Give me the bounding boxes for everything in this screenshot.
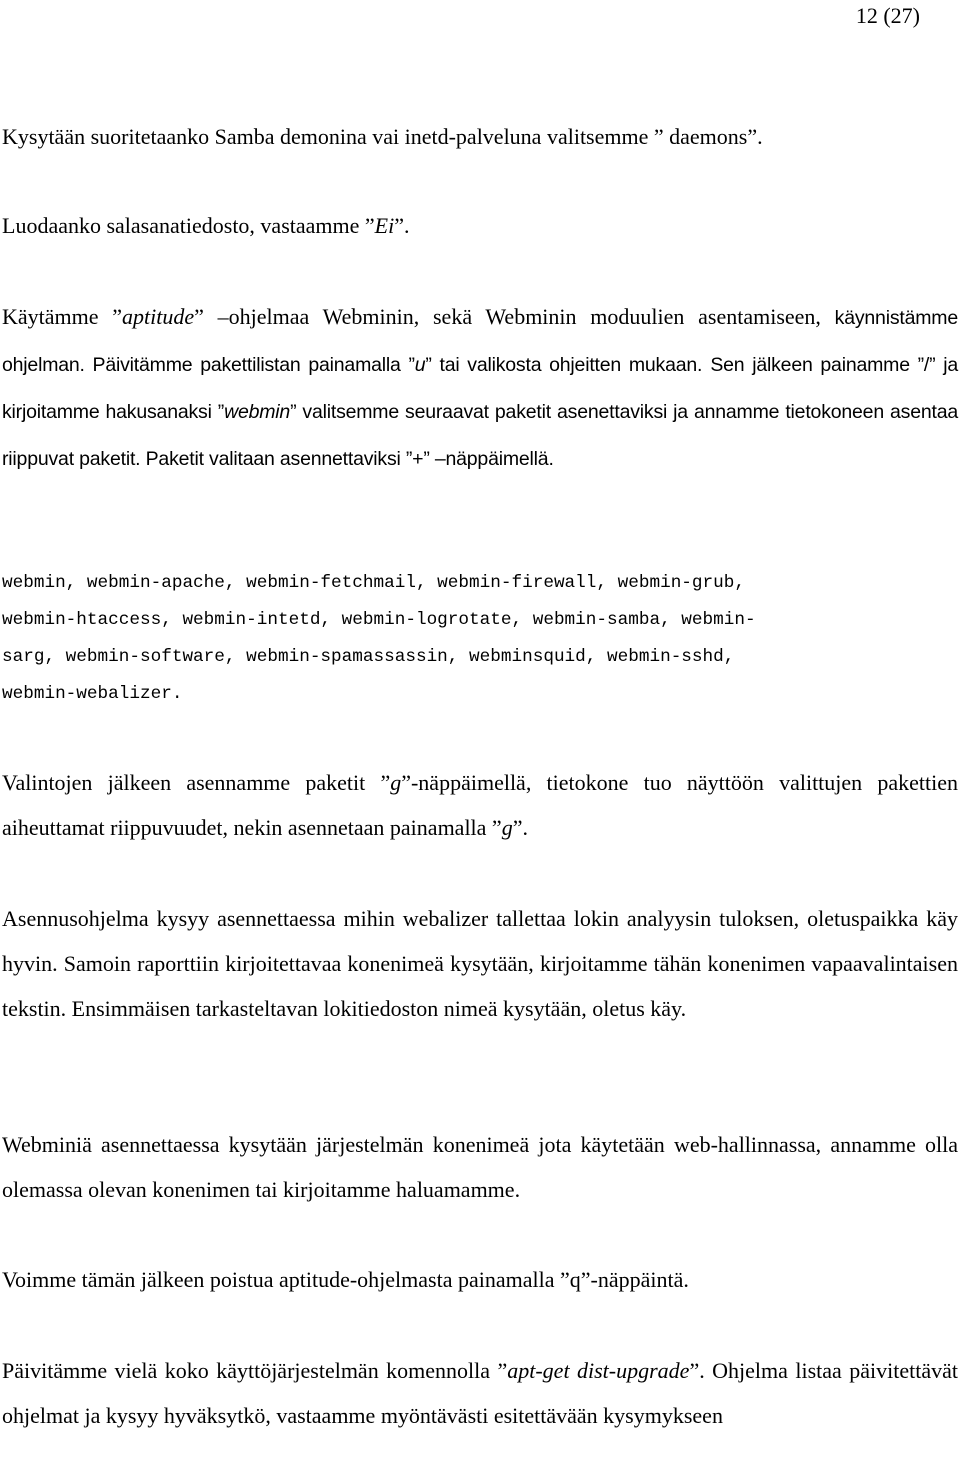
paragraph-password-file xyxy=(2,203,958,248)
italic-program-name: aptitude xyxy=(122,304,195,329)
paragraph-text: Voimme tämän jälkeen poistua aptitude-ohjelmasta painamalla ”q”-näppäintä. xyxy=(2,1267,689,1292)
paragraph-text: ”-näppäimellä, tietokone tuo näyttöön valittujen pakettien aiheuttamat riippuvuudet, nekin asennetaan painamalla ” xyxy=(2,770,958,840)
paragraph-webalizer xyxy=(2,896,958,1031)
paragraph-text: käynnistämme ohjelman. Päivitämme pakettilistan painamalla ” xyxy=(2,307,958,376)
italic-search-term: webmin xyxy=(224,401,291,423)
paragraph-text: ” tai valikosta ohjeitten mukaan. xyxy=(425,354,703,376)
italic-key: u xyxy=(414,354,426,376)
italic-command: apt-get dist-upgrade xyxy=(507,1358,690,1383)
paragraph-text: Asennusohjelma kysyy asennettaessa mihin webalizer tallettaa lokin analyysin tuloksen, oletuspaikka käy hyvin. Samoin raporttiin kirjoitettavaa konenimeä kysytään, kirjoitamme tähän konenimen vapaavalintaisen tekstin. Ensimmäisen tarkasteltavan lokitiedoston nimeä kysytään, oletus käy. xyxy=(2,906,958,1021)
paragraph-text: Päivitämme vielä koko käyttöjärjestelmän komennolla ” xyxy=(2,1358,508,1383)
page-number: 12 (27) xyxy=(855,3,920,28)
italic-answer: Ei xyxy=(374,213,395,238)
code-line: webmin-webalizer. xyxy=(2,684,183,704)
paragraph-text: ” –ohjelmaa Webminin, sekä Webminin moduulien asentamiseen, xyxy=(194,304,821,329)
paragraph-text: Kysytään suoritetaanko Samba demonina vai inetd-palveluna valitsemme ” daemons”. xyxy=(2,124,763,149)
paragraph-text: ” valitsemme seuraavat paketit asenettaviksi ja annamme tietokoneen asentaa riippuvat paketit. Paketit valitaan asennettaviksi ”+” –näppäimellä. xyxy=(2,401,958,470)
italic-key: g xyxy=(390,770,402,795)
paragraph-webmin-hostname xyxy=(2,1122,958,1212)
paragraph-dist-upgrade xyxy=(2,1348,958,1438)
paragraph-text: Käytämme ” xyxy=(2,304,123,329)
paragraph-text: ”. Ohjelma listaa päivitettävät ohjelmat ja kysyy hyväksytkö, vastaamme myöntävästi esitettävään kysymykseen xyxy=(2,1358,958,1428)
paragraph-text: Webminiä asennettaessa kysytään järjestelmän konenimeä jota käytetään web-hallinnassa, annamme olla olemassa olevan konenimen tai kirjoitamme haluamamme. xyxy=(2,1132,958,1202)
paragraph-text: ”. xyxy=(512,815,528,840)
paragraph-samba-daemon xyxy=(2,114,958,159)
paragraph-text: Valintojen jälkeen asennamme paketit ” xyxy=(2,770,391,795)
code-line: sarg, webmin-software, webmin-spamassassin, webminsquid, webmin-sshd, xyxy=(2,647,735,667)
code-line: webmin, webmin-apache, webmin-fetchmail, webmin-firewall, webmin-grub, xyxy=(2,573,745,593)
italic-key: g xyxy=(501,815,513,840)
package-list-code xyxy=(2,565,930,713)
paragraph-text: Luodaanko salasanatiedosto, vastaamme ” xyxy=(2,213,375,238)
paragraph-quit-aptitude xyxy=(2,1257,958,1302)
paragraph-text: Sen jälkeen painamme ”/” ja kirjoitamme hakusanaksi ” xyxy=(2,354,959,423)
paragraph-aptitude-install xyxy=(2,294,958,482)
paragraph-text: ”. xyxy=(394,213,410,238)
code-line: webmin-htaccess, webmin-intetd, webmin-logrotate, webmin-samba, webmin- xyxy=(2,610,756,630)
paragraph-install-packages xyxy=(2,760,958,850)
